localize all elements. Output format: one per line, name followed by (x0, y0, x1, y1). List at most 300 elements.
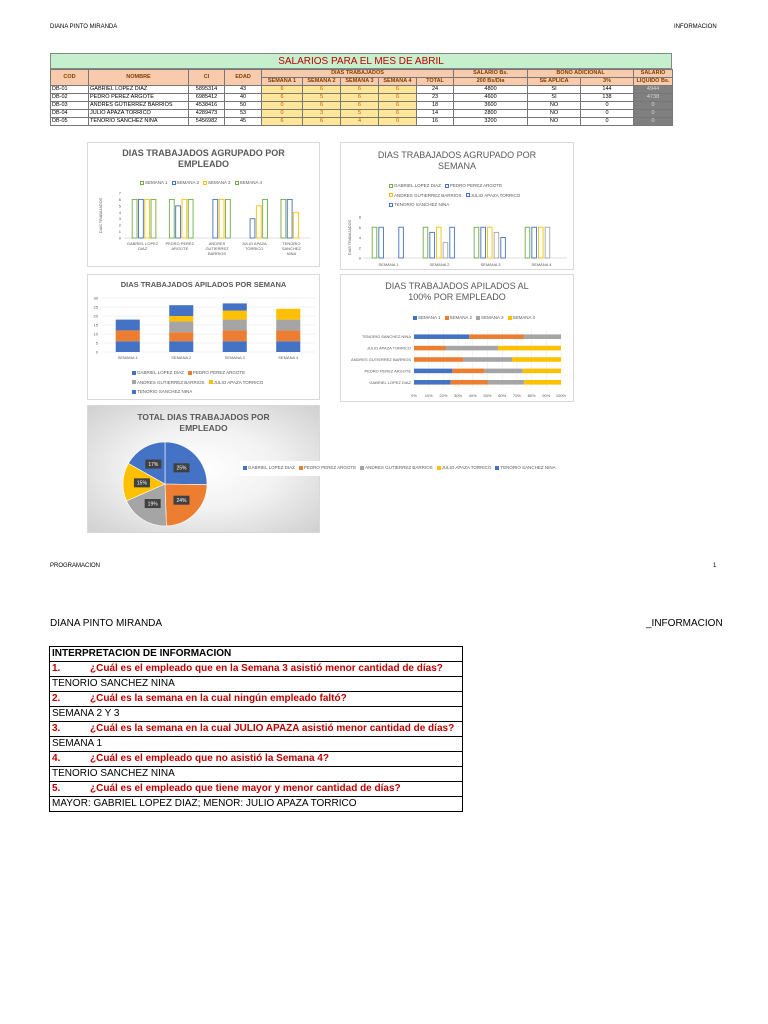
stack-segment (452, 369, 484, 374)
page1-header-right: INFORMACION (674, 24, 717, 30)
col-nombre: NOMBRE (89, 70, 189, 86)
cell-s2: 3 (303, 110, 341, 118)
chart3-plot (88, 275, 321, 401)
legend-label: SEMANA 3 (208, 180, 231, 185)
page2-header-left: DIANA PINTO MIRANDA (50, 618, 163, 629)
cell-liquido: 0 (634, 118, 673, 126)
chart-grouped-by-employee (87, 142, 320, 267)
cell-s3: 5 (341, 110, 379, 118)
legend-label: SEMANA 2 (176, 180, 200, 185)
col-liquido-sub: LIQUIDO Bs. (634, 78, 673, 86)
x-tick-label: 20% (439, 393, 448, 398)
bar (494, 232, 499, 258)
stack-segment (484, 369, 522, 374)
legend-label: ANDRES GUTIERREZ BARRIOS (365, 465, 433, 470)
y-tick-label: 2 (118, 222, 121, 228)
col-edad: EDAD (225, 70, 262, 86)
chart5-plot (88, 406, 321, 534)
cell-s3: 6 (341, 102, 379, 110)
cell-pct: 0 (581, 118, 634, 126)
cell-aplica: NO (528, 118, 581, 126)
stack-segment (169, 316, 193, 321)
legend-item (360, 463, 433, 473)
question-text: ¿Cuál es el empleado que no asistió la Semana 4? (90, 753, 329, 764)
cell-pct: 0 (581, 102, 634, 110)
x-tick-label: 50% (483, 393, 492, 398)
question-row (50, 752, 463, 767)
y-tick-label: TENORIO SANCHEZ NINA (361, 334, 411, 340)
legend-label: SEMANA 4 (512, 315, 536, 320)
page-number: 1 (713, 563, 717, 569)
bar (281, 199, 286, 238)
legend-swatch (437, 466, 441, 470)
stack-segment (223, 311, 247, 320)
bar (132, 199, 137, 238)
col-bono: BONO ADICIONAL (528, 70, 634, 78)
bar (182, 199, 187, 238)
question-cell (50, 752, 463, 767)
question-number: 2. (52, 693, 61, 704)
stack-segment (169, 305, 193, 316)
y-tick-label: 3 (118, 216, 121, 222)
stack-segment (414, 346, 446, 351)
cell-cod: DB-05 (51, 118, 89, 126)
cell-s2: 6 (303, 118, 341, 126)
bar (399, 227, 404, 258)
question-row (50, 782, 463, 797)
stack-segment (463, 357, 512, 362)
legend-label: SEMANA 2 (449, 315, 473, 320)
question-text: ¿Cuál es la semana en la cual ningún empleado faltó? (90, 693, 347, 704)
bar (443, 243, 448, 258)
cell-s1: 6 (262, 94, 303, 102)
bar (188, 199, 193, 238)
cell-nombre: TENORIO SANCHEZ NINA (89, 118, 189, 126)
bar (225, 199, 230, 238)
question-number: 3. (52, 723, 61, 734)
col-semana1: SEMANA 1 (262, 78, 303, 86)
bar (436, 227, 441, 258)
y-tick-label: 5 (95, 340, 98, 346)
cell-cod: DB-03 (51, 102, 89, 110)
x-tick-label: 100% (555, 393, 567, 398)
chart2-plot (341, 143, 575, 271)
answer-cell: TENORIO SANCHEZ NINA (50, 767, 463, 782)
cell-s3: 6 (341, 86, 379, 94)
legend-label: GABRIEL LOPEZ DIAZ (137, 370, 184, 375)
x-tick-label: 60% (498, 393, 507, 398)
y-tick-label: ANDRES GUTIERREZ BARRIOS (350, 357, 411, 362)
y-tick-label: GABRIEL LOPEZ DIAZ (369, 379, 411, 385)
col-cod: COD (51, 70, 89, 86)
chart5-title: TOTAL DIAS TRABAJADOS POR EMPLEADO (137, 412, 270, 433)
bar (532, 227, 537, 258)
stack-segment (169, 341, 193, 352)
x-tick-label: SEMANA 3 (224, 355, 245, 360)
y-tick-label: 8 (358, 214, 361, 220)
cell-cod: DB-02 (51, 94, 89, 102)
cell-total: 14 (417, 110, 454, 118)
bar (151, 199, 156, 238)
y-tick-label: 7 (118, 190, 121, 196)
bar (176, 206, 181, 238)
x-tick-label: 90% (542, 393, 551, 398)
stack-segment (169, 332, 193, 341)
x-tick-label: SEMANA 4 (278, 355, 299, 360)
col-ci: CI (189, 70, 225, 86)
stack-segment (523, 369, 561, 374)
question-row (50, 692, 463, 707)
x-tick-label: 80% (527, 393, 536, 398)
bar (372, 227, 377, 258)
data-label: 15% (136, 480, 147, 487)
cell-salario: 3200 (454, 118, 528, 126)
cell-liquido: 0 (634, 110, 673, 118)
legend-item (437, 463, 492, 473)
y-tick-label: JULIO APAZA TORRICO (366, 345, 411, 351)
legend-label: TENORIO SANCHEZ NINA (137, 389, 193, 394)
col-total: TOTAL (417, 78, 454, 86)
cell-total: 23 (417, 94, 454, 102)
x-tick-label: SEMANA 2 (171, 355, 192, 360)
x-tick-label: SEMANA 3 (480, 262, 501, 267)
answer-row (50, 797, 463, 812)
x-tick-label: 30% (454, 393, 463, 398)
page2-header-right: _INFORMACION (646, 618, 723, 629)
chart-stacked-by-week (87, 274, 320, 400)
cell-s1: 0 (262, 110, 303, 118)
stack-segment (446, 346, 499, 351)
col-salario-sub: 200 Bs/Dia (454, 78, 528, 86)
cell-edad: 45 (225, 118, 262, 126)
bar (256, 206, 261, 238)
stack-segment (524, 334, 561, 339)
col-semana4: SEMANA 4 (379, 78, 417, 86)
x-tick-label: 40% (468, 393, 477, 398)
page1-header-left: DIANA PINTO MIRANDA (50, 24, 118, 30)
legend-label: ANDRES GUTIERREZ BARRIOS (137, 379, 205, 385)
y-tick-label: 25 (93, 304, 98, 310)
col-liquido: SALARIO (634, 70, 673, 78)
cell-ci: 5456982 (189, 118, 225, 126)
bar (287, 199, 292, 238)
chart2-title: DIAS TRABAJADOS AGRUPADO POR SEMANA (377, 150, 537, 172)
legend-label: JULIO APAZA TORRICO (470, 192, 521, 198)
y-tick-label: 30 (93, 295, 98, 301)
cell-s1: 6 (262, 118, 303, 126)
x-tick-label: DIAZ (138, 246, 148, 251)
salary-row (51, 94, 673, 102)
x-tick-label: GABRIEL LOPEZ (126, 241, 159, 246)
salary-row (51, 86, 673, 94)
x-tick-label: 10% (424, 393, 433, 398)
x-tick-label: GUTIERREZ (205, 246, 229, 251)
legend-label: PEDRO PEREZ ARGOTE (303, 465, 357, 470)
bar (379, 227, 384, 258)
bar (213, 199, 218, 238)
stack-segment (276, 330, 300, 341)
cell-aplica: SI (528, 94, 581, 102)
cell-liquido: 4738 (634, 94, 673, 102)
chart-percent-by-employee (340, 274, 574, 402)
cell-s4: 0 (379, 118, 417, 126)
x-tick-label: NINA (286, 251, 297, 256)
pie-slice (165, 484, 207, 526)
answer-cell: MAYOR: GABRIEL LOPEZ DIAZ; MENOR: JULIO APAZA TORRICO (50, 797, 463, 812)
bar (481, 227, 486, 258)
legend-swatch (360, 466, 364, 470)
cell-s4: 6 (379, 86, 417, 94)
cell-s2: 6 (303, 86, 341, 94)
cell-total: 16 (417, 118, 454, 126)
legend-label: SEMANA 1 (418, 315, 441, 320)
question-number: 1. (52, 663, 61, 674)
answer-row (50, 767, 463, 782)
cell-ci: 6985412 (189, 94, 225, 102)
interpretation-title: INTERPRETACION DE INFORMACION (50, 647, 463, 662)
bar (145, 199, 150, 238)
y-tick-label: 0 (95, 349, 98, 355)
y-tick-label: 0 (358, 255, 361, 261)
question-cell (50, 782, 463, 797)
answer-row (50, 737, 463, 752)
x-tick-label: SEMANA 4 (531, 262, 552, 267)
page1-footer-left: PROGRAMACION (50, 563, 101, 569)
chart4-title: DIAS TRABAJADOS APILADOS AL 100% POR EMPLEADO (385, 281, 529, 303)
stack-segment (524, 380, 561, 385)
x-tick-label: JULIO APAZA (241, 241, 267, 246)
bar (294, 212, 299, 238)
col-semana3: SEMANA 3 (341, 78, 379, 86)
legend-label: TENORIO SANCHEZ NINA (500, 465, 556, 470)
legend-label: JULIO APAZA TORRICO (441, 465, 492, 470)
bar (487, 227, 492, 258)
legend-label: TENORIO SANCHEZ NINA (394, 202, 450, 207)
legend-label: GABRIEL LOPEZ DIAZ (394, 183, 441, 188)
bar (450, 227, 455, 258)
cell-edad: 43 (225, 86, 262, 94)
salary-table-grid (50, 69, 673, 126)
cell-ci: 4538416 (189, 102, 225, 110)
stack-segment (223, 303, 247, 310)
x-tick-label: ANDRES (208, 241, 226, 246)
question-row (50, 722, 463, 737)
x-tick-label: SEMANA 2 (429, 262, 450, 267)
y-tick-label: 20 (93, 313, 98, 319)
cell-ci: 5895314 (189, 86, 225, 94)
y-axis-label: DIAS TRABAJADOS (348, 219, 352, 256)
cell-s2: 5 (303, 94, 341, 102)
y-tick-label: 4 (358, 235, 361, 240)
stack-segment (469, 334, 524, 339)
x-tick-label: TORRICO (245, 246, 264, 251)
stack-segment (451, 380, 488, 385)
cell-cod: DB-04 (51, 110, 89, 118)
bar (169, 199, 174, 238)
bar (138, 199, 143, 238)
question-text: ¿Cuál es el empleado que en la Semana 3 asistió menor cantidad de días? (90, 663, 443, 674)
cell-salario: 4800 (454, 86, 528, 94)
y-axis-label: DIAS TRABAJADOS (99, 197, 103, 234)
y-tick-label: 15 (93, 322, 98, 328)
col-dias: DIAS TRABAJADOS (262, 70, 454, 78)
y-tick-label: PEDRO PEREZ ARGOTE (364, 368, 411, 374)
cell-salario: 2800 (454, 110, 528, 118)
data-label: 24% (176, 497, 187, 504)
cell-aplica: SI (528, 86, 581, 94)
answer-row (50, 677, 463, 692)
cell-s2: 6 (303, 102, 341, 110)
cell-salario: 4600 (454, 94, 528, 102)
cell-total: 24 (417, 86, 454, 94)
x-tick-label: SANCHEZ (281, 246, 301, 251)
salary-table-title: SALARIOS PARA EL MES DE ABRIL (50, 53, 672, 69)
y-tick-label: 6 (358, 224, 361, 230)
question-text: ¿Cuál es el empleado que tiene mayor y menor cantidad de días? (90, 783, 401, 794)
legend-label: GABRIEL LOPEZ DIAZ (248, 465, 295, 470)
col-aplica: SE APLICA (528, 78, 581, 86)
x-tick-label: PEDRO PEREZ (165, 241, 195, 246)
stack-segment (414, 380, 451, 385)
data-label: 25% (176, 465, 187, 472)
legend-label: PEDRO PEREZ ARGOTE (449, 183, 503, 188)
cell-s1: 6 (262, 86, 303, 94)
cell-edad: 40 (225, 94, 262, 102)
bar (263, 199, 268, 238)
stack-segment (414, 369, 452, 374)
cell-nombre: ANDRES GUTIERREZ BARRIOS (89, 102, 189, 110)
chart3-title: DIAS TRABAJADOS APILADOS POR SEMANA (120, 280, 287, 289)
question-text: ¿Cuál es la semana en la cual JULIO APAZA asistió menor cantidad de días? (90, 723, 455, 734)
bar (525, 227, 530, 258)
bar (423, 227, 428, 258)
col-salario: SALARIO Bs. (454, 70, 528, 78)
legend-label: SEMANA 1 (145, 180, 168, 185)
legend-label: SEMANA 3 (481, 315, 504, 320)
cell-pct: 144 (581, 86, 634, 94)
chart1-title: DIAS TRABAJADOS AGRUPADO POR EMPLEADO (122, 148, 285, 170)
legend-label: PEDRO PEREZ ARGOTE (192, 370, 246, 375)
x-tick-label: 0% (411, 393, 417, 398)
cell-s4: 6 (379, 102, 417, 110)
answer-cell: SEMANA 2 Y 3 (50, 707, 463, 722)
question-cell (50, 692, 463, 707)
bar (430, 232, 435, 258)
cell-nombre: JULIO APAZA TORRICO (89, 110, 189, 118)
stack-segment (223, 330, 247, 341)
stack-segment (414, 357, 463, 362)
y-tick-label: 5 (118, 203, 121, 209)
stack-segment (276, 341, 300, 352)
legend-item (495, 463, 555, 473)
cell-s4: 6 (379, 110, 417, 118)
x-tick-label: SEMANA 1 (378, 262, 399, 267)
stack-segment (512, 357, 561, 362)
x-tick-label: TENORIO (282, 241, 301, 246)
cell-s4: 6 (379, 94, 417, 102)
question-row (50, 662, 463, 677)
y-tick-label: 2 (358, 245, 361, 251)
cell-salario: 3600 (454, 102, 528, 110)
stack-segment (414, 334, 469, 339)
cell-cod: DB-01 (51, 86, 89, 94)
col-pct: 3% (581, 78, 634, 86)
x-tick-label: SEMANA 1 (117, 355, 138, 360)
legend-label: ANDRES GUTIERREZ BARRIOS (394, 192, 462, 198)
question-cell (50, 662, 463, 677)
cell-ci: 4289473 (189, 110, 225, 118)
salary-row (51, 110, 673, 118)
stack-segment (223, 320, 247, 331)
answer-cell: TENORIO SANCHEZ NINA (50, 677, 463, 692)
cell-s3: 4 (341, 118, 379, 126)
data-label: 19% (147, 501, 158, 508)
bar (501, 238, 506, 259)
stack-segment (276, 309, 300, 320)
stack-segment (169, 321, 193, 332)
cell-liquido: 0 (634, 102, 673, 110)
legend-label: JULIO APAZA TORRICO (213, 379, 264, 385)
legend-swatch (495, 466, 499, 470)
salary-table (50, 53, 672, 126)
cell-nombre: PEDRO PEREZ ARGOTE (89, 94, 189, 102)
bar (538, 227, 543, 258)
y-tick-label: 6 (118, 196, 121, 202)
bar (474, 227, 479, 258)
salary-row (51, 102, 673, 110)
x-tick-label: ARGOTE (171, 246, 189, 251)
bar (219, 199, 224, 238)
cell-edad: 53 (225, 110, 262, 118)
cell-edad: 50 (225, 102, 262, 110)
question-number: 5. (52, 783, 61, 794)
answer-cell: SEMANA 1 (50, 737, 463, 752)
bar (545, 227, 550, 258)
bar (250, 219, 255, 238)
cell-aplica: NO (528, 110, 581, 118)
question-cell (50, 722, 463, 737)
y-tick-label: 1 (118, 229, 121, 235)
chart-pie-total (87, 405, 556, 533)
chart4-plot (341, 275, 575, 403)
stack-segment (116, 330, 140, 341)
chart1-plot (88, 143, 321, 268)
stack-segment (488, 380, 525, 385)
y-tick-label: 10 (93, 331, 98, 337)
cell-liquido: 4944 (634, 86, 673, 94)
stack-segment (116, 320, 140, 331)
y-tick-label: 0 (118, 235, 121, 241)
salary-row (51, 118, 673, 126)
cell-pct: 138 (581, 94, 634, 102)
answer-row (50, 707, 463, 722)
stack-segment (223, 341, 247, 352)
x-tick-label: 70% (512, 393, 521, 398)
cell-total: 18 (417, 102, 454, 110)
interpretation-table (49, 646, 463, 812)
cell-pct: 0 (581, 110, 634, 118)
cell-s1: 0 (262, 102, 303, 110)
cell-aplica: NO (528, 102, 581, 110)
stack-segment (276, 320, 300, 331)
cell-nombre: GABRIEL LOPEZ DIAZ (89, 86, 189, 94)
question-number: 4. (52, 753, 61, 764)
cell-s3: 6 (341, 94, 379, 102)
stack-segment (498, 346, 561, 351)
x-tick-label: BARRIOS (207, 251, 227, 256)
chart-grouped-by-week (340, 142, 574, 270)
stack-segment (116, 341, 140, 352)
